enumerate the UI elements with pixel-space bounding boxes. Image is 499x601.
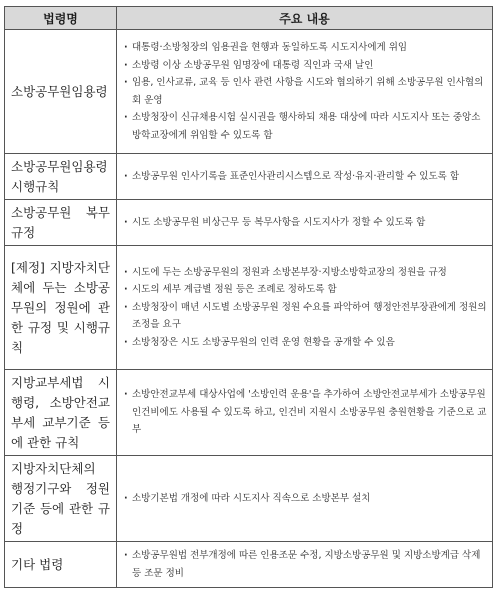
- table-row: [5, 30, 493, 154]
- content-list: [123, 214, 488, 232]
- table-row: [5, 542, 493, 588]
- content-item: · 소방공무원법 전부개정에 따른 인용조문 수정, 지방소방공무원 및 지방소방계급 삭제 등 조문 정비: [123, 547, 488, 582]
- header-law-name: 법령명: [5, 7, 117, 30]
- content-item: · 임용, 인사교류, 교육 등 인사 관련 사항을 시도와 협의하기 위해 소방공무원 인사협의회 운영: [123, 74, 488, 109]
- table-row: [5, 370, 493, 456]
- content-item: · 대통령·소방청장의 임용권을 현행과 동일하도록 시도지사에게 위임: [123, 39, 488, 57]
- content-item: · 소방청장은 시도 소방공무원의 인력 운영 현황을 공개할 수 있음: [123, 334, 488, 352]
- content-list: [123, 386, 488, 439]
- law-name-cell: 기타 법령: [5, 542, 117, 588]
- law-name-cell: [제정] 지방자치단체에 두는 소방공무원의 정원에 관한 규정 및 시행규칙: [5, 246, 117, 370]
- law-summary-table: [4, 6, 493, 588]
- header-main-content: 주요 내용: [117, 7, 493, 30]
- content-item: · 소방청장이 신규채용시험 실시권을 행사하되 채용 대상에 따라 시도지사 또는 중앙소방학교장에게 위임할 수 있도록 함: [123, 109, 488, 144]
- content-cell: [117, 246, 493, 370]
- content-item: · 소방공무원 인사기록을 표준인사관리시스템으로 작성·유지·관리할 수 있도록 함: [123, 168, 488, 186]
- law-name-cell: 소방공무원임용령 시행규칙: [5, 154, 117, 200]
- law-name-cell: 지방교부세법 시행령, 소방안전교부세 교부기준 등에 관한 규칙: [5, 370, 117, 456]
- content-list: [123, 168, 488, 186]
- content-cell: [117, 542, 493, 588]
- content-cell: [117, 30, 493, 154]
- content-cell: [117, 154, 493, 200]
- content-item: · 소방안전교부세 대상사업에 '소방인력 운용'을 추가하여 소방안전교부세가 소방공무원 인건비에도 사용될 수 있도록 하고, 인건비 지원시 소방공무원 충원현황을 기준으로 교부: [123, 386, 488, 439]
- table-row: [5, 246, 493, 370]
- content-item: · 시도에 두는 소방공무원의 정원과 소방본부장·지방소방학교장의 정원을 규정: [123, 264, 488, 282]
- table-row: [5, 154, 493, 200]
- table-row: [5, 456, 493, 542]
- content-list: [123, 547, 488, 582]
- content-list: [123, 490, 488, 508]
- content-item: · 시도의 세부 계급별 정원 등은 조례로 정하도록 함: [123, 281, 488, 299]
- content-list: [123, 264, 488, 352]
- content-item: · 소방청장이 매년 시도별 소방공무원 정원 수요를 파악하여 행정안전부장관에게 정원의 조정을 요구: [123, 299, 488, 334]
- content-item: · 시도 소방공무원 비상근무 등 복무사항을 시도지사가 정할 수 있도록 함: [123, 214, 488, 232]
- law-name-cell: 지방자치단체의 행정기구와 정원기준 등에 관한 규정: [5, 456, 117, 542]
- table-row: [5, 200, 493, 246]
- content-item: · 소방령 이상 소방공무원 임명장에 대통령 직인과 국새 날인: [123, 57, 488, 75]
- content-cell: [117, 370, 493, 456]
- content-list: [123, 39, 488, 144]
- law-name-cell: 소방공무원 복무규정: [5, 200, 117, 246]
- content-cell: [117, 456, 493, 542]
- header-row: [5, 7, 493, 30]
- law-name-cell: 소방공무원임용령: [5, 30, 117, 154]
- content-cell: [117, 200, 493, 246]
- content-item: · 소방기본법 개정에 따라 시도지사 직속으로 소방본부 설치: [123, 490, 488, 508]
